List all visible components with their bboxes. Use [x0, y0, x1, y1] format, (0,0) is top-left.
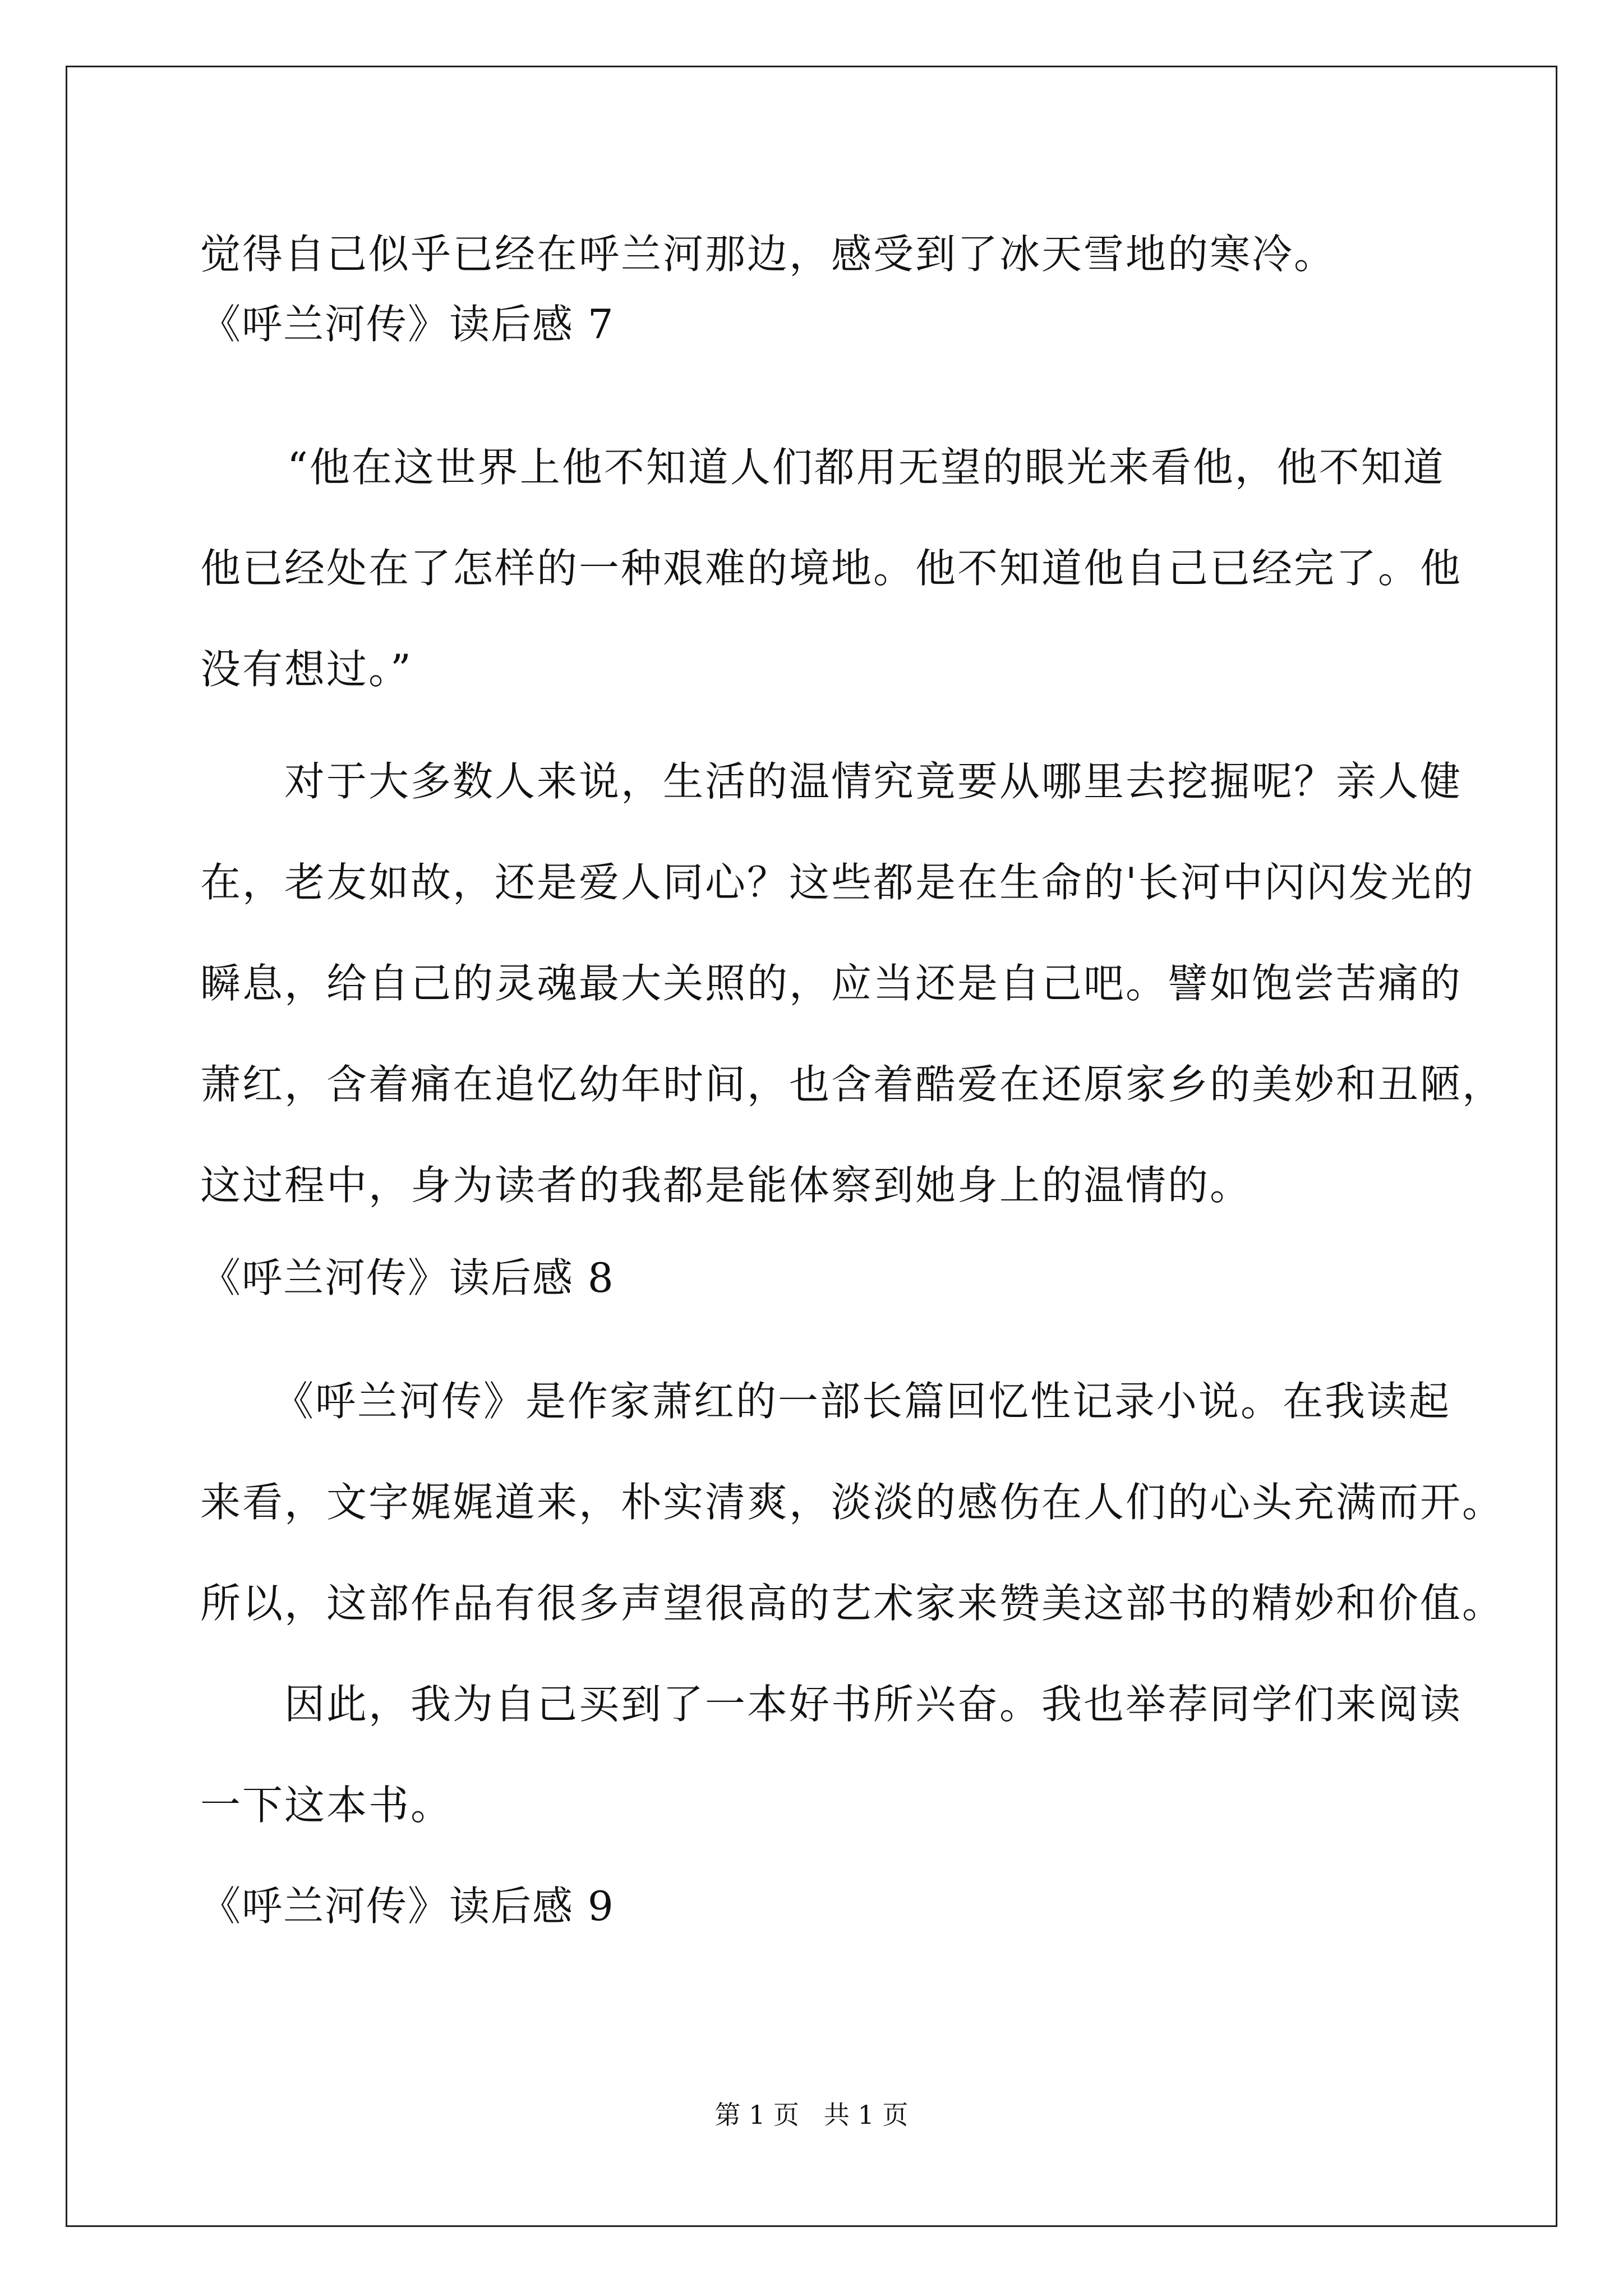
paragraph-line: 在，老友如故，还是爱人同心？这些都是在生命的'长河中闪闪发光的	[200, 859, 1475, 906]
section-heading-9: 《呼兰河传》读后感 9	[200, 1883, 615, 1930]
section-heading-8: 《呼兰河传》读后感 8	[200, 1254, 615, 1301]
paragraph-line: 《呼兰河传》是作家萧红的一部长篇回忆性记录小说。在我读起	[273, 1378, 1451, 1425]
quote-line: 没有想过。”	[200, 646, 413, 693]
paragraph-line: 来看，文字娓娓道来，朴实清爽，淡淡的感伤在人们的心头充满而开。	[200, 1479, 1505, 1526]
quote-line: “他在这世界上他不知道人们都用无望的眼光来看他，他不知道	[287, 444, 1445, 491]
paragraph-line: 因此，我为自己买到了一本好书所兴奋。我也举荐同学们来阅读	[284, 1681, 1463, 1728]
paragraph-line: 觉得自己似乎已经在呼兰河那边，感受到了冰天雪地的寒冷。	[200, 231, 1336, 278]
paragraph-line: 所以，这部作品有很多声望很高的艺术家来赞美这部书的精妙和价值。	[200, 1580, 1505, 1627]
paragraph-line: 瞬息，给自己的灵魂最大关照的，应当还是自己吧。譬如饱尝苦痛的	[200, 960, 1463, 1007]
paragraph-line: 对于大多数人来说，生活的温情究竟要从哪里去挖掘呢？亲人健	[284, 758, 1463, 805]
quote-line: 他已经处在了怎样的一种艰难的境地。他不知道他自己已经完了。他	[200, 545, 1463, 592]
paragraph-line: 一下这本书。	[200, 1782, 453, 1829]
paragraph-line: 这过程中，身为读者的我都是能体察到她身上的温情的。	[200, 1162, 1252, 1209]
page-number-footer: 第 1 页 共 1 页	[714, 2100, 909, 2130]
paragraph-line: 萧红，含着痛在追忆幼年时间，也含着酷爱在还原家乡的美妙和丑陋，	[200, 1061, 1505, 1108]
section-heading-7: 《呼兰河传》读后感 7	[200, 301, 615, 348]
